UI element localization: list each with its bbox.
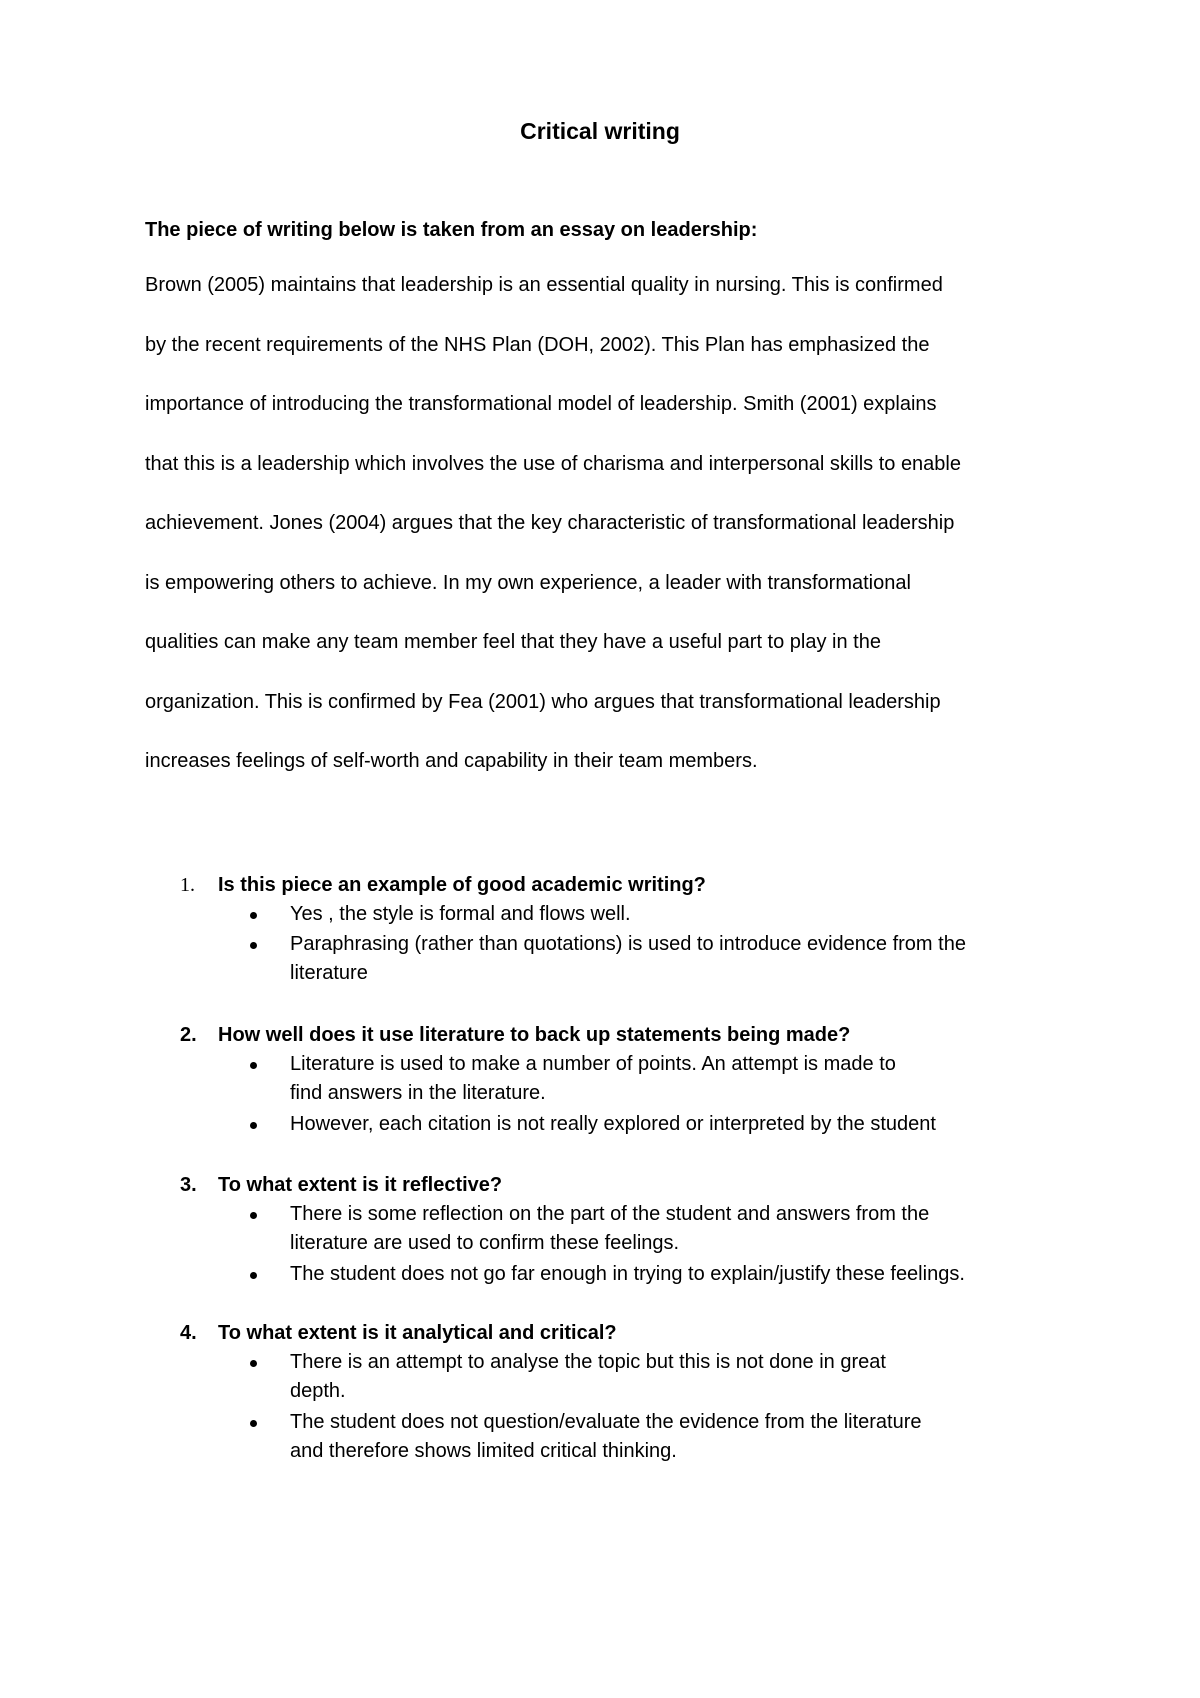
question-number: 4.: [180, 1322, 197, 1344]
bullet-icon: [250, 1360, 257, 1367]
bullet-text: The student does not go far enough in trying to explain/justify these feelings.: [290, 1263, 965, 1285]
passage-line: organization. This is confirmed by Fea (2001) who argues that transformational leadership: [145, 690, 941, 713]
bullet-text: There is some reflection on the part of the student and answers from the: [290, 1203, 930, 1225]
passage-line: that this is a leadership which involves the use of charisma and interpersonal skills to enable: [145, 452, 961, 475]
bullet-icon: [250, 1062, 257, 1069]
question-number: 1.: [180, 874, 195, 896]
bullet-text: There is an attempt to analyse the topic but this is not done in great: [290, 1351, 886, 1373]
document-title: Critical writing: [520, 118, 680, 144]
passage-line: importance of introducing the transformational model of leadership. Smith (2001) explains: [145, 393, 937, 415]
bullet-icon: [250, 1420, 257, 1427]
passage-line: achievement. Jones (2004) argues that the key characteristic of transformational leadership: [145, 512, 955, 534]
intro-sentence: The piece of writing below is taken from an essay on leadership:: [145, 219, 758, 241]
bullet-text: find answers in the literature.: [290, 1082, 546, 1104]
passage-line: increases feelings of self-worth and capability in their team members.: [145, 750, 758, 772]
bullet-text: The student does not question/evaluate the evidence from the literature: [290, 1411, 922, 1433]
question-text: To what extent is it analytical and critical?: [218, 1322, 617, 1344]
question-text: How well does it use literature to back up statements being made?: [218, 1024, 851, 1046]
passage-line: is empowering others to achieve. In my own experience, a leader with transformational: [145, 571, 911, 594]
bullet-icon: [250, 912, 257, 919]
bullet-text: Yes , the style is formal and flows well.: [290, 903, 631, 925]
question-heading: [180, 870, 706, 900]
passage-line: qualities can make any team member feel that they have a useful part to play in the: [145, 631, 881, 653]
question-heading: [180, 1020, 850, 1050]
question-number: 2.: [180, 1024, 197, 1046]
question-number: 3.: [180, 1174, 197, 1196]
question-text: To what extent is it reflective?: [218, 1174, 503, 1196]
passage-line: Brown (2005) maintains that leadership is an essential quality in nursing. This is confirmed: [145, 274, 943, 296]
bullet-text: depth.: [290, 1380, 346, 1402]
bullet-icon: [250, 942, 257, 949]
bullet-text: literature are used to confirm these feelings.: [290, 1232, 680, 1254]
bullet-icon: [250, 1212, 257, 1219]
bullet-text: Literature is used to make a number of points. An attempt is made to: [290, 1053, 896, 1075]
passage-line: by the recent requirements of the NHS Plan (DOH, 2002). This Plan has emphasized the: [145, 333, 930, 356]
question-heading: [180, 1170, 502, 1200]
bullet-text: and therefore shows limited critical thinking.: [290, 1440, 677, 1462]
bullet-text: literature: [290, 962, 368, 984]
bullet-icon: [250, 1122, 257, 1129]
bullet-text: However, each citation is not really explored or interpreted by the student: [290, 1113, 936, 1135]
question-text: Is this piece an example of good academic writing?: [218, 874, 706, 896]
question-heading: [180, 1318, 617, 1348]
bullet-icon: [250, 1272, 257, 1279]
bullet-text: Paraphrasing (rather than quotations) is used to introduce evidence from the: [290, 933, 966, 955]
